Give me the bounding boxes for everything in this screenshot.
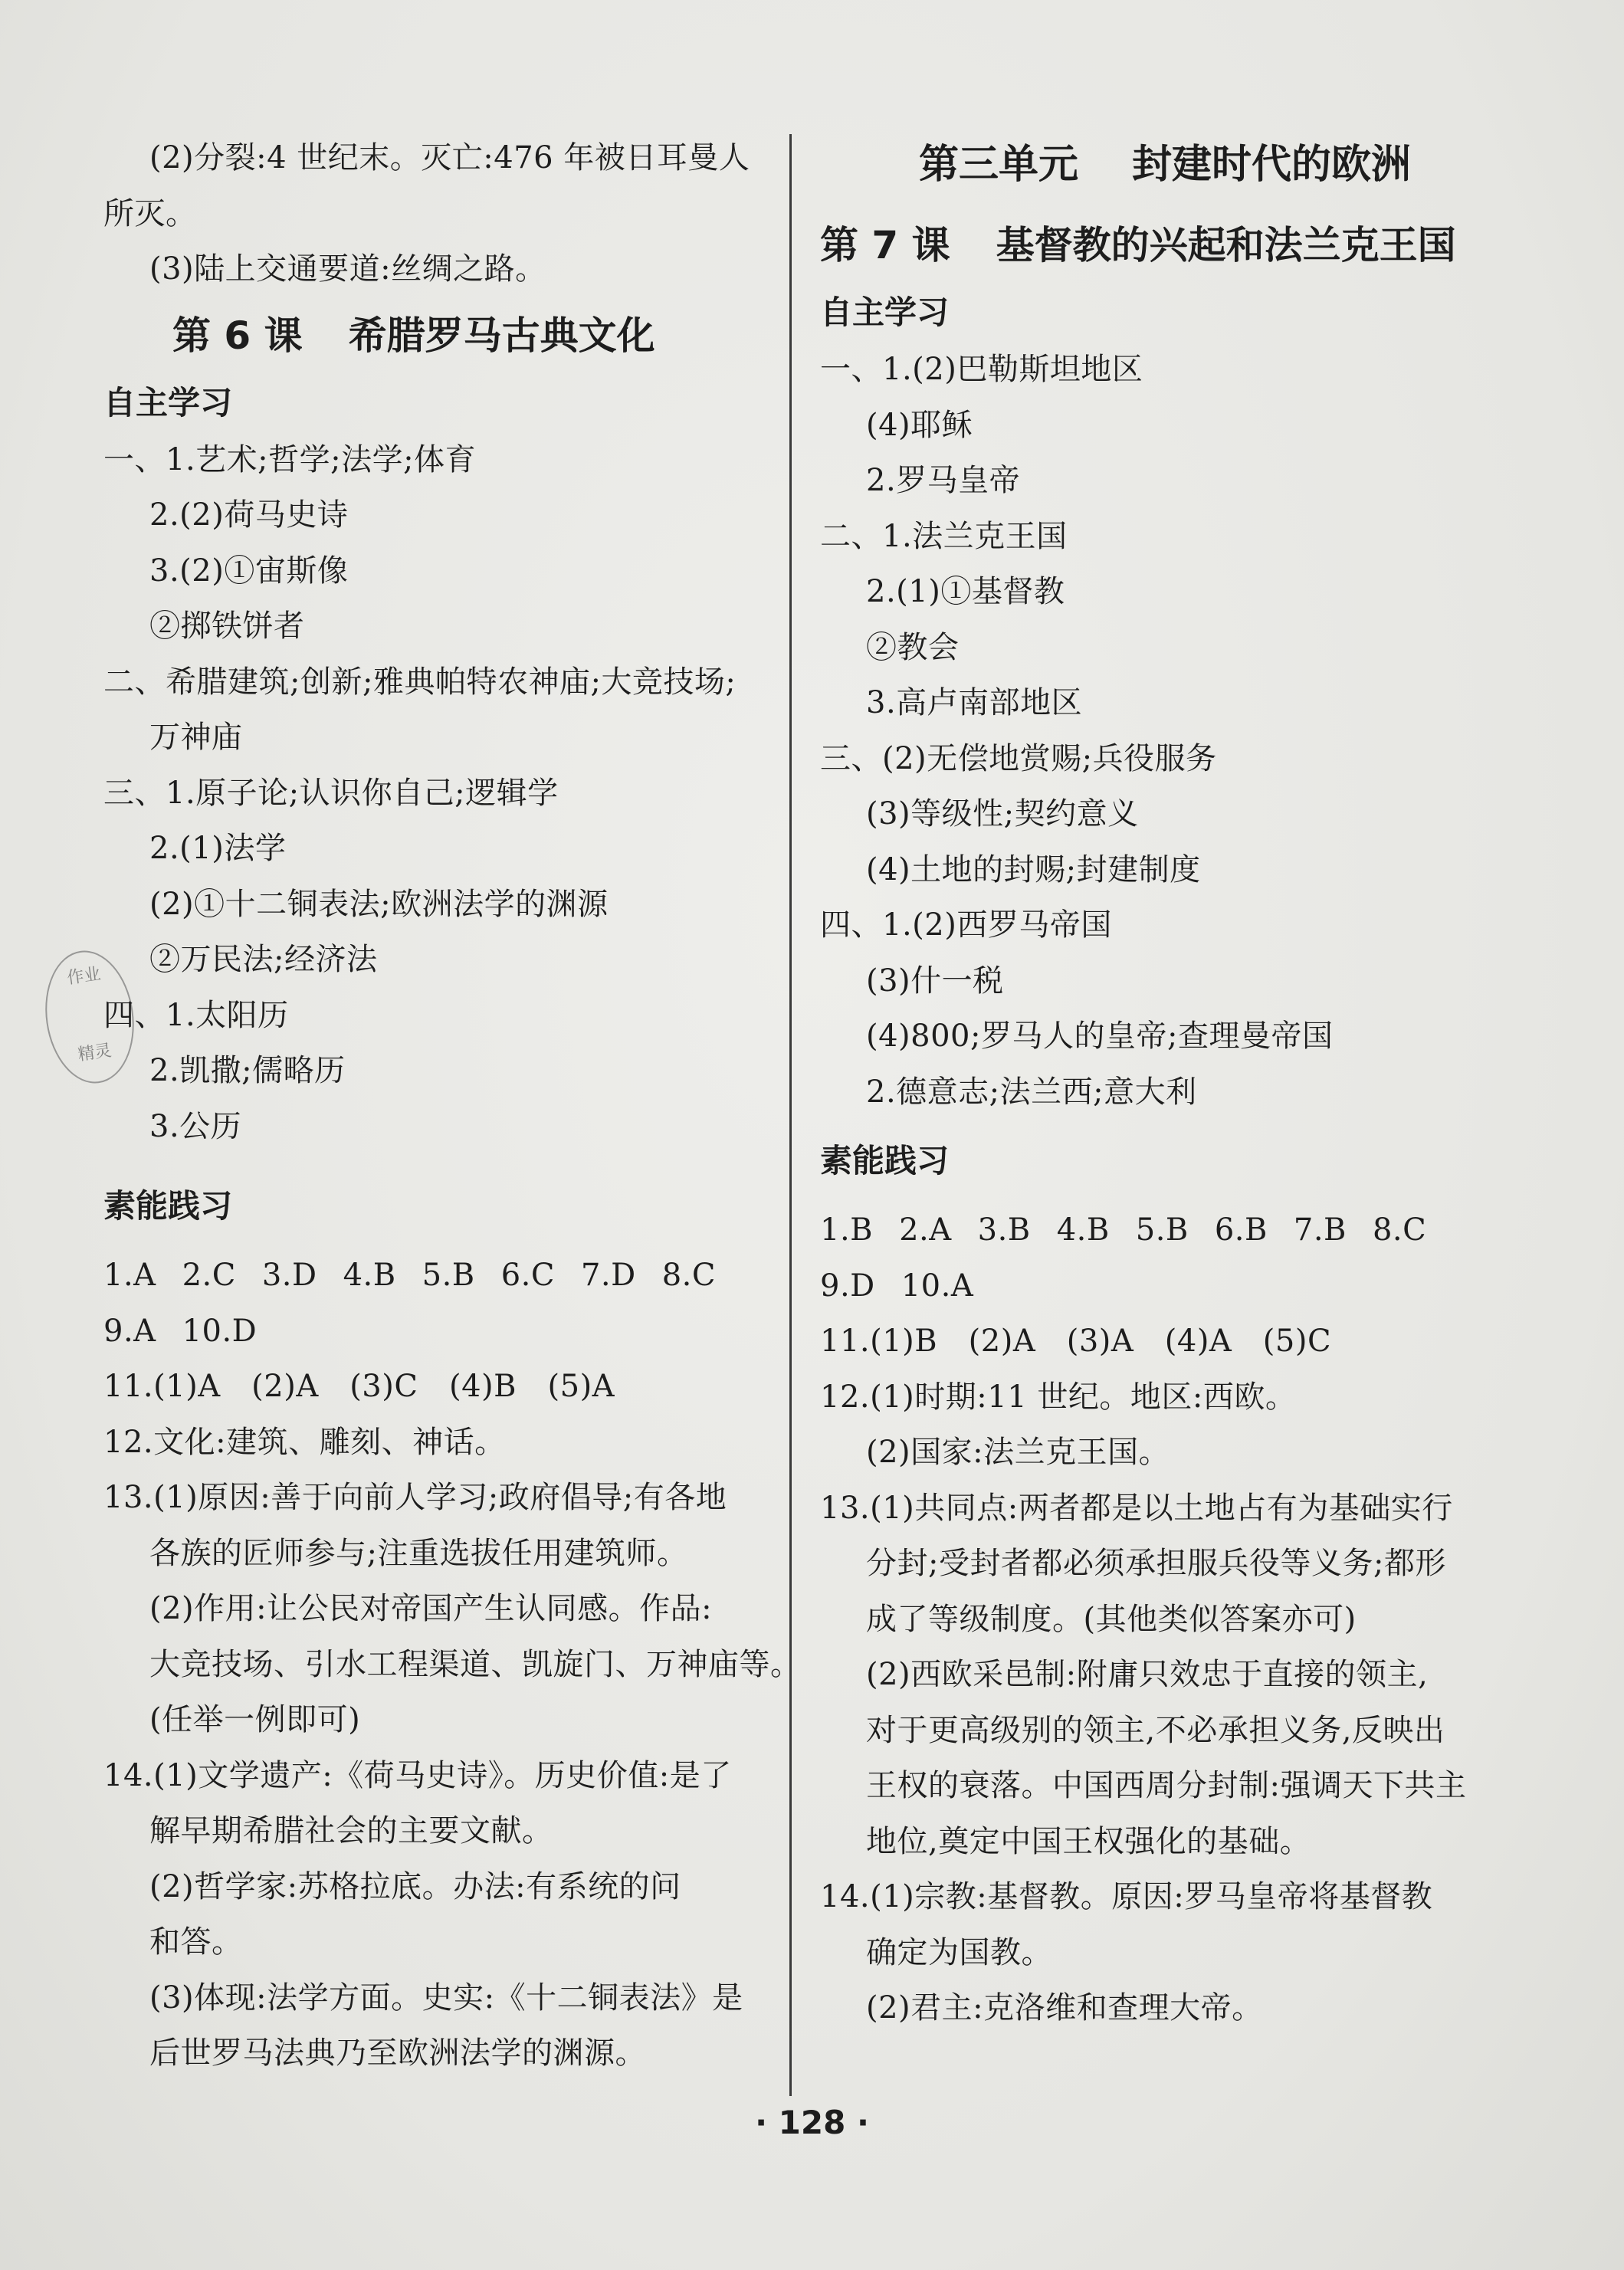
text-line: (3)陆上交通要道:丝绸之路。 [149,251,546,287]
text-line: 地位,奠定中国王权强化的基础。 [866,1823,1311,1859]
text-line: 13.(1)共同点:两者都是以土地占有为基础实行 [820,1490,1453,1526]
text-line: 王权的衰落。中国西周分封制:强调天下共主 [866,1768,1467,1803]
column-divider [789,134,792,2096]
text-line: 大竞技场、引水工程渠道、凯旋门、万神庙等。 [149,1646,802,1682]
text-line: 解早期希腊社会的主要文献。 [149,1813,553,1848]
text-line: 2.(1)法学 [149,831,287,866]
text-line: 11.(1)B (2)A (3)A (4)A (5)C [820,1324,1332,1359]
lesson-6-title: 第 6 课 希腊罗马古典文化 [172,313,655,358]
mc-answers-row: 9.A 10.D [103,1313,258,1349]
right-column [820,123,1510,2036]
text-line: 成了等级制度。(其他类似答案亦可) [866,1601,1357,1637]
unit-3-title: 第三单元 封建时代的欧洲 [918,142,1412,188]
text-line: (2)西欧采邑制:附庸只效忠于直接的领主, [866,1657,1429,1692]
text-line: 2.罗马皇帝 [866,463,1021,498]
text-line: 分封;受封者都必须承担服兵役等义务;都形 [866,1546,1446,1581]
text-line: 各族的匠师参与;注重选拔任用建筑师。 [149,1535,688,1571]
text-line: (2)作用:让公民对帝国产生认同感。作品: [149,1591,713,1626]
text-line: (4)土地的封赐;封建制度 [866,851,1201,887]
text-line: 确定为国教。 [866,1934,1052,1970]
text-line: 12.文化:建筑、雕刻、神话。 [103,1424,506,1460]
text-line: (3)体现:法学方面。史实:《十二铜表法》是 [149,1980,743,2016]
text-line: (4)800;罗马人的皇帝;查理曼帝国 [866,1019,1334,1054]
text-line: 2.(2)荷马史诗 [149,497,349,533]
lesson-7-title: 第 7 课 基督教的兴起和法兰克王国 [820,223,1456,267]
page-number: · 128 · [755,2104,869,2141]
text-line: ②掷铁饼者 [149,609,305,644]
stamp-seal: 作业 精灵 [37,945,142,1089]
text-line: 三、(2)无偿地赏赐;兵役服务 [820,740,1217,776]
text-line: 3.公历 [149,1108,242,1144]
text-line: 12.(1)时期:11 世纪。地区:西欧。 [820,1379,1297,1415]
text-line: (任举一例即可) [149,1702,361,1737]
text-line: 二、1.法兰克王国 [820,518,1068,554]
text-line: 2.德意志;法兰西;意大利 [866,1074,1197,1110]
text-line: 3.(2)①宙斯像 [149,553,349,589]
text-line: (2)分裂:4 世纪末。灭亡:476 年被日耳曼人 [149,140,750,175]
text-line: 2.(1)①基督教 [866,574,1065,609]
mc-answers-row: 9.D 10.A [820,1268,974,1304]
text-line: 四、1.(2)西罗马帝国 [820,907,1112,943]
left-column [103,130,802,2081]
text-line: (4)耶稣 [866,407,973,443]
text-line: ②教会 [866,629,960,665]
text-line: ②万民法;经济法 [149,942,378,977]
text-line: (2)君主:克洛维和查理大帝。 [866,1990,1263,2026]
section-heading-self-study: 自主学习 [820,294,950,331]
text-line: 14.(1)文学遗产:《荷马史诗》。历史价值:是了 [103,1757,732,1793]
text-line: (3)等级性;契约意义 [866,796,1139,832]
text-line: 四、1.太阳历 [103,997,289,1033]
text-line: 3.高卢南部地区 [866,685,1083,720]
text-line: 11.(1)A (2)A (3)C (4)B (5)A [103,1369,615,1404]
mc-answers-row: 1.B 2.A 3.B 4.B 5.B 6.B 7.B 8.C [820,1212,1427,1248]
text-line: 二、希腊建筑;创新;雅典帕特农神庙;大竞技场; [103,664,737,700]
text-line: (2)国家:法兰克王国。 [866,1435,1170,1470]
text-line: (2)①十二铜表法;欧洲法学的渊源 [149,886,609,922]
section-heading-practice: 素能践习 [820,1142,950,1179]
text-line: (2)哲学家:苏格拉底。办法:有系统的问 [149,1868,681,1904]
text-line: 三、1.原子论;认识你自己;逻辑学 [103,775,559,811]
text-line: (3)什一税 [866,963,1004,999]
section-heading-practice: 素能践习 [103,1187,233,1225]
text-line: 对于更高级别的领主,不必承担义务,反映出 [866,1712,1445,1748]
text-line: 13.(1)原因:善于向前人学习;政府倡导;有各地 [103,1480,727,1515]
text-line: 2.凯撒;儒略历 [149,1053,346,1088]
text-line: 一、1.(2)巴勒斯坦地区 [820,352,1143,387]
section-heading-self-study: 自主学习 [103,383,233,422]
text-line: 一、1.艺术;哲学;法学;体育 [103,441,477,477]
text-line: 后世罗马法典乃至欧洲法学的渊源。 [149,2035,646,2071]
text-line: 14.(1)宗教:基督教。原因:罗马皇帝将基督教 [820,1879,1433,1914]
text-line: 万神庙 [149,720,243,755]
text-line: 所灭。 [103,195,197,231]
mc-answers-row: 1.A 2.C 3.D 4.B 5.B 6.C 7.D 8.C [103,1258,716,1293]
text-line: 和答。 [149,1924,243,1960]
